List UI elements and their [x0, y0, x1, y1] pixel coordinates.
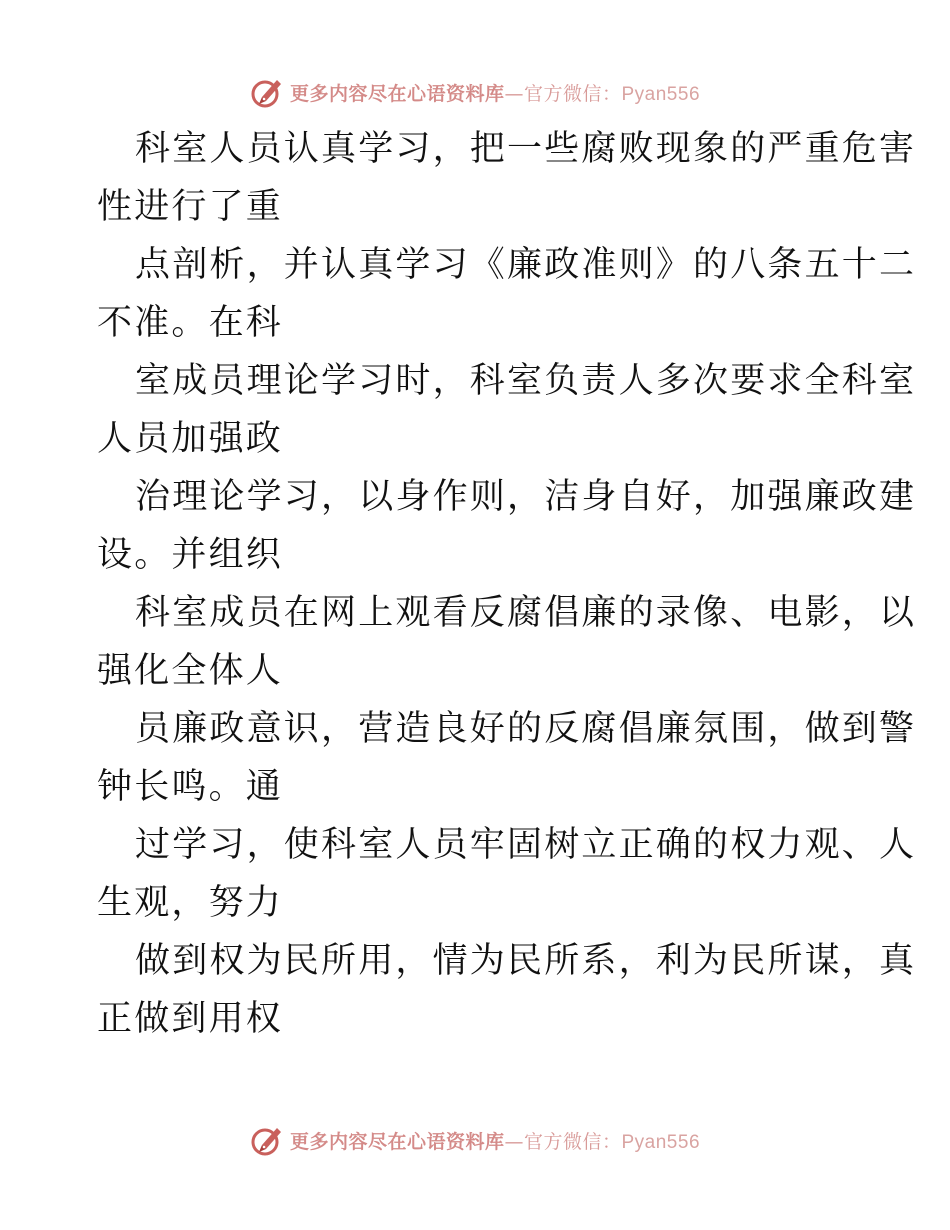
- paragraph-line: 人员加强政: [97, 419, 284, 459]
- footer-banner-handle: Pyan556: [621, 1131, 701, 1153]
- paragraph-line: 做到权为民所用，情为民所系，利为民所谋，真: [135, 941, 917, 981]
- footer-banner-label: 官方微信：: [523, 1130, 622, 1153]
- header-banner-main: 更多内容尽在心语资料库: [289, 82, 505, 105]
- paragraph-line: 室成员理论学习时，科室负责人多次要求全科室: [135, 361, 917, 401]
- footer-banner-text: [290, 1127, 700, 1154]
- paragraph-line: 钟长鸣。通: [97, 767, 284, 807]
- footer-banner-main: 更多内容尽在心语资料库: [289, 1130, 505, 1153]
- header-banner-text: [290, 79, 700, 106]
- header-banner-handle: Pyan556: [621, 83, 701, 105]
- paragraph: [97, 700, 917, 816]
- pen-nib-circle-icon: [250, 75, 284, 109]
- paragraph-line: 性进行了重: [97, 187, 284, 227]
- paragraph: [97, 236, 917, 352]
- paragraph: [97, 584, 917, 700]
- paragraph-line: 过学习，使科室人员牢固树立正确的权力观、人: [135, 825, 917, 865]
- paragraph-line: 设。并组织: [97, 535, 284, 575]
- paragraph: [97, 352, 917, 468]
- paragraph-line: 治理论学习，以身作则，洁身自好，加强廉政建: [135, 477, 917, 517]
- paragraph-line: 生观，努力: [97, 883, 284, 923]
- footer-banner-dash: —: [504, 1130, 524, 1153]
- paragraph-line: 强化全体人: [97, 651, 284, 691]
- paragraph-line: 不准。在科: [97, 303, 284, 343]
- paragraph-line: 点剖析，并认真学习《廉政准则》的八条五十二: [135, 245, 917, 285]
- paragraph-line: 科室成员在网上观看反腐倡廉的录像、电影，以: [135, 593, 917, 633]
- paragraph: [97, 120, 917, 236]
- header-banner-dash: —: [504, 82, 524, 105]
- paragraph-line: 正做到用权: [97, 999, 284, 1039]
- paragraph-line: 科室人员认真学习，把一些腐败现象的严重危害: [135, 129, 917, 169]
- header-banner-label: 官方微信：: [523, 82, 622, 105]
- paragraph: [97, 468, 917, 584]
- header-banner: [0, 72, 950, 112]
- paragraph: [97, 816, 917, 932]
- paragraph-line: 员廉政意识，营造良好的反腐倡廉氛围，做到警: [135, 709, 917, 749]
- body-text: [97, 120, 917, 1048]
- paragraph: [97, 932, 917, 1048]
- pen-nib-circle-icon: [250, 1123, 284, 1157]
- footer-banner: [0, 1120, 950, 1160]
